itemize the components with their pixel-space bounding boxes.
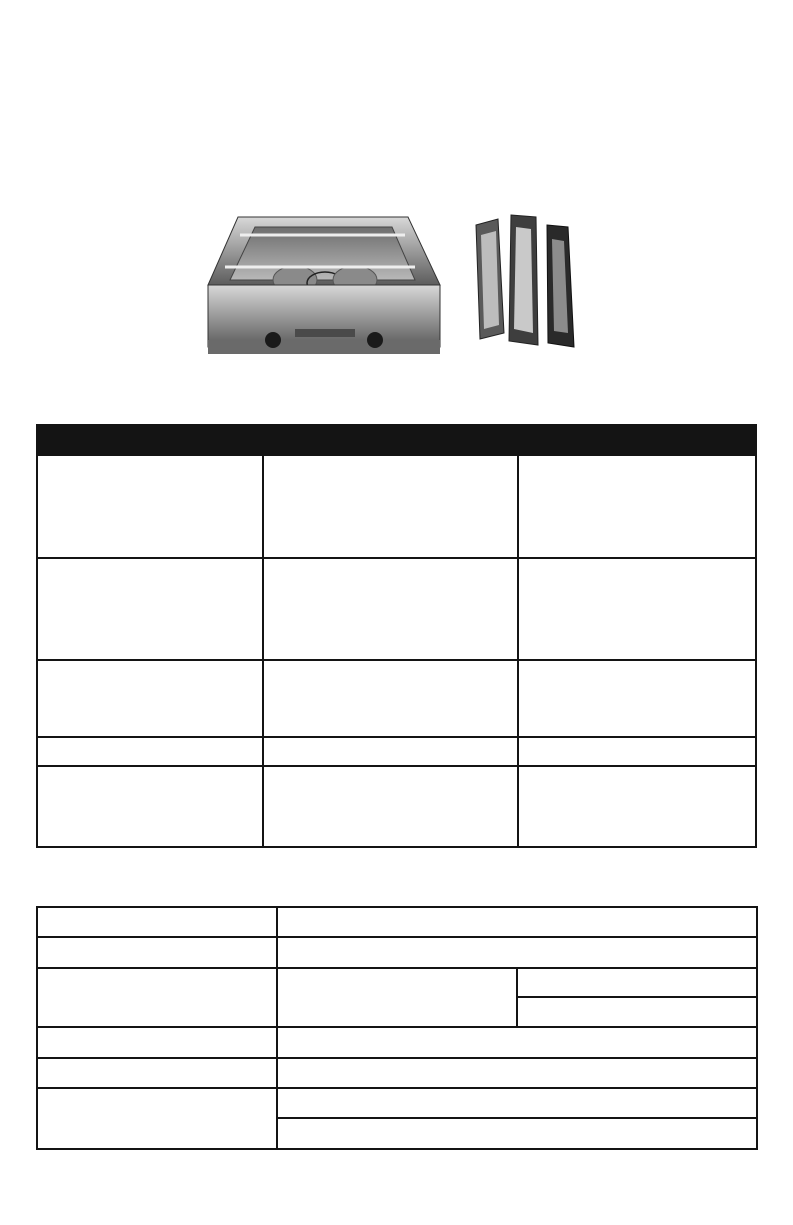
spec-row xyxy=(37,937,757,968)
table-row xyxy=(37,455,756,558)
spec-label xyxy=(37,1088,277,1149)
spec-sub-value xyxy=(517,997,757,1027)
table-row xyxy=(37,737,756,766)
table-row xyxy=(37,660,756,737)
spec-value xyxy=(277,1118,757,1149)
table-cell xyxy=(518,766,756,847)
specifications-table xyxy=(36,906,758,1150)
spec-label xyxy=(37,968,277,1027)
spec-row xyxy=(37,968,757,997)
table-cell xyxy=(263,737,518,766)
spec-label xyxy=(37,1027,277,1058)
spec-value xyxy=(277,1058,757,1088)
table-cell xyxy=(37,737,263,766)
spec-row xyxy=(37,907,757,937)
table-cell xyxy=(37,558,263,660)
spec-sub-value xyxy=(517,968,757,997)
table-cell xyxy=(263,766,518,847)
test-results-table xyxy=(36,424,757,848)
foil-strips-icon xyxy=(476,215,574,347)
table-row xyxy=(37,558,756,660)
ultrasonic-cleaner-icon xyxy=(208,217,440,354)
table-cell xyxy=(37,660,263,737)
spec-label xyxy=(37,1058,277,1088)
table-cell xyxy=(37,766,263,847)
spec-row xyxy=(37,1027,757,1058)
table-cell xyxy=(518,558,756,660)
table-row xyxy=(37,766,756,847)
table-cell xyxy=(263,558,518,660)
spec-row xyxy=(37,1088,757,1118)
table-cell xyxy=(518,455,756,558)
spec-value xyxy=(277,907,757,937)
spec-value xyxy=(277,1088,757,1118)
table-cell xyxy=(37,455,263,558)
header-cell xyxy=(518,425,756,455)
spec-value xyxy=(277,937,757,968)
table-cell xyxy=(518,737,756,766)
table-cell xyxy=(263,660,518,737)
header-cell xyxy=(37,425,263,455)
table-header-row xyxy=(37,425,756,455)
spec-label xyxy=(37,937,277,968)
product-figure xyxy=(200,205,600,375)
table-cell xyxy=(518,660,756,737)
spec-label xyxy=(37,907,277,937)
spec-value xyxy=(277,968,517,1027)
spec-row xyxy=(37,1058,757,1088)
header-cell xyxy=(263,425,518,455)
table-cell xyxy=(263,455,518,558)
spec-value xyxy=(277,1027,757,1058)
